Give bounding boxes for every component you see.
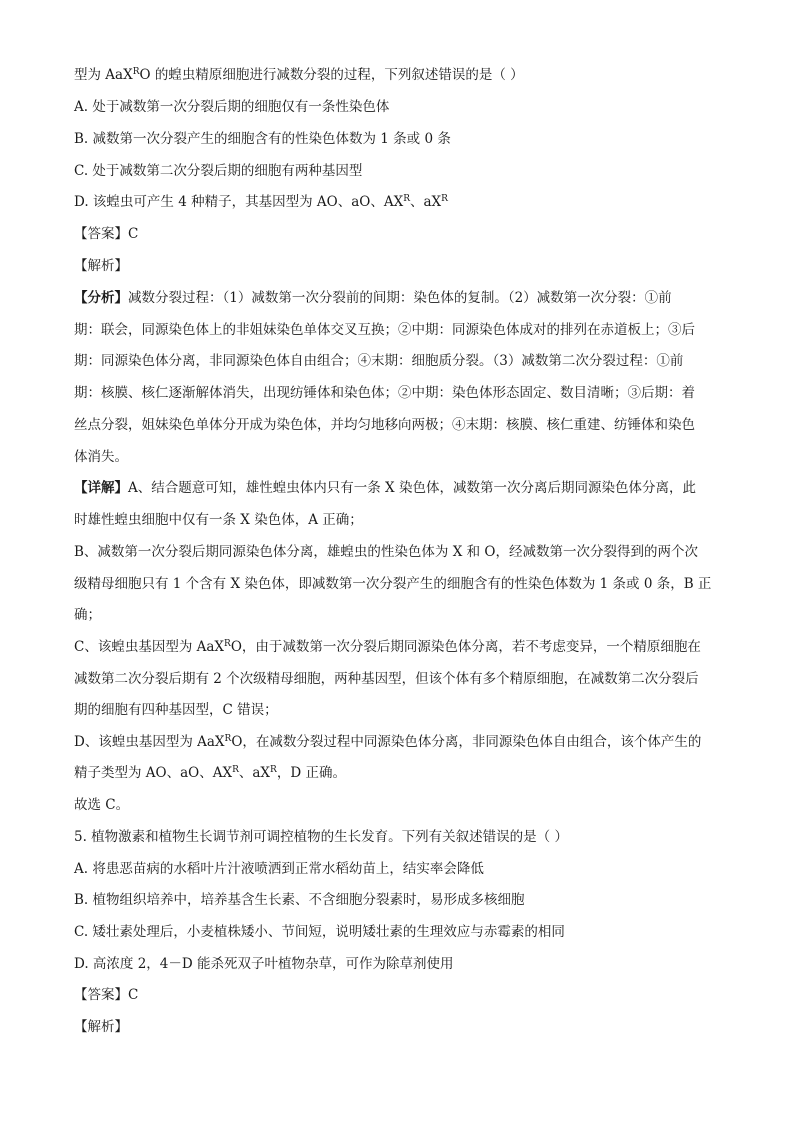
xiangjie-text: ，D 正确。 [276,765,346,781]
option-d-text: D. 该蝗虫可产生 4 种精子，其基因型为 AO、aO、AX [74,194,404,210]
fenxi-line: 丝点分裂，姐妹染色单体分开成为染色体，并均匀地移向两极；④末期：核膜、核仁重建、纺锤体和染色 [74,417,695,433]
analysis-label: 【解析】 [74,1019,128,1035]
stem-text: O 的蝗虫精原细胞进行减数分裂的过程，下列叙述错误的是（ ） [139,67,524,83]
fenxi-line: 期：同源染色体分离，非同源染色体自由组合；④末期：细胞质分裂。（3）减数第二次分裂过程：①前 [74,353,684,369]
xiangjie-text: 精子类型为 AO、aO、AX [74,765,233,781]
xiangjie-line: 减数第二次分裂后期有 2 个次级精母细胞，两种基因型，但该个体有多个精原细胞，在减数第二次分裂后 [74,671,699,687]
question-4-stem [74,66,724,84]
option-c: C. 处于减数第二次分裂后期的细胞有两种基因型 [74,163,363,179]
xiangjie-line [74,764,724,782]
xiangjie-line: 确； [74,607,101,623]
superscript: R [224,734,232,744]
fenxi-text: 减数分裂过程：（1）减数第一次分裂前的间期：染色体的复制。（2）减数第一次分裂：①前 [128,290,672,306]
fenxi-line: 期：核膜、核仁逐渐解体消失，出现纺锤体和染色体；②中期：染色体形态固定、数目清晰；③后期：着 [74,385,695,401]
option-b: B. 植物组织培养中，培养基含生长素、不含细胞分裂素时，易形成多核细胞 [74,892,525,908]
xiangjie-line [74,733,724,751]
fenxi-line: 体消失。 [74,449,128,465]
option-b: B. 减数第一次分裂产生的细胞含有的性染色体数为 1 条或 0 条 [74,131,451,147]
xiangjie-text: C、该蝗虫基因型为 AaX [74,639,225,655]
xiangjie-text: D、该蝗虫基因型为 AaX [74,734,225,750]
xiangjie-line [74,638,724,656]
question-5-stem: 5. 植物激素和植物生长调节剂可调控植物的生长发育。下列有关叙述错误的是（ ） [74,829,568,845]
option-a: A. 处于减数第一次分裂后期的细胞仅有一条性染色体 [74,99,390,115]
xiangjie-line: B、减数第一次分裂后期同源染色体分离，雄蝗虫的性染色体为 X 和 O，经减数第一次分裂得到的两个次 [74,544,698,560]
option-d-text: 、aX [409,194,442,210]
superscript: R [403,194,410,204]
xiangjie-line: 级精母细胞只有 1 个含有 X 染色体，即减数第一次分裂产生的细胞含有的性染色体数为 1 条或 0 条，B 正 [74,576,712,592]
xiangjie-text: O，在减数分裂过程中同源染色体分离，非同源染色体自由组合，该个体产生的 [231,734,702,750]
option-d: D. 高浓度 2，4－D 能杀死双子叶植物杂草，可作为除草剂使用 [74,956,454,972]
option-d [74,193,724,211]
superscript: R [224,639,231,649]
xiangjie-line: 期的细胞有四种基因型，C 错误； [74,702,278,718]
option-c: C. 矮壮素处理后，小麦植株矮小、节间短，说明矮壮素的生理效应与赤霉素的相同 [74,924,565,940]
fenxi-paragraph [74,289,724,307]
xiangjie-paragraph [74,479,724,497]
fenxi-line: 期：联会，同源染色体上的非姐妹染色单体交叉互换；②中期：同源染色体成对的排列在赤道板上；③后 [74,322,695,338]
fenxi-label: 【分析】 [74,290,128,306]
xiangjie-text: A、结合题意可知，雄性蝗虫体内只有一条 X 染色体，减数第一次分离后期同源染色体分离，此 [128,480,696,496]
superscript: R [132,67,140,77]
stem-text: 型为 AaX [74,67,133,83]
xiangjie-text: 、aX [238,765,271,781]
xiangjie-label: 【详解】 [74,480,128,496]
superscript: R [232,765,239,775]
superscript: R [270,765,277,775]
analysis-label: 【解析】 [74,258,128,274]
conclusion: 故选 C。 [74,797,130,813]
superscript: R [441,194,448,204]
option-a: A. 将患恶苗病的水稻叶片汁液喷洒到正常水稻幼苗上，结实率会降低 [74,861,484,877]
answer: 【答案】C [74,226,139,242]
xiangjie-line: 时雄性蝗虫细胞中仅有一条 X 染色体，A 正确； [74,512,363,528]
xiangjie-text: O，由于减数第一次分裂后期同源染色体分离，若不考虑变异，一个精原细胞在 [230,639,701,655]
answer: 【答案】C [74,987,139,1003]
